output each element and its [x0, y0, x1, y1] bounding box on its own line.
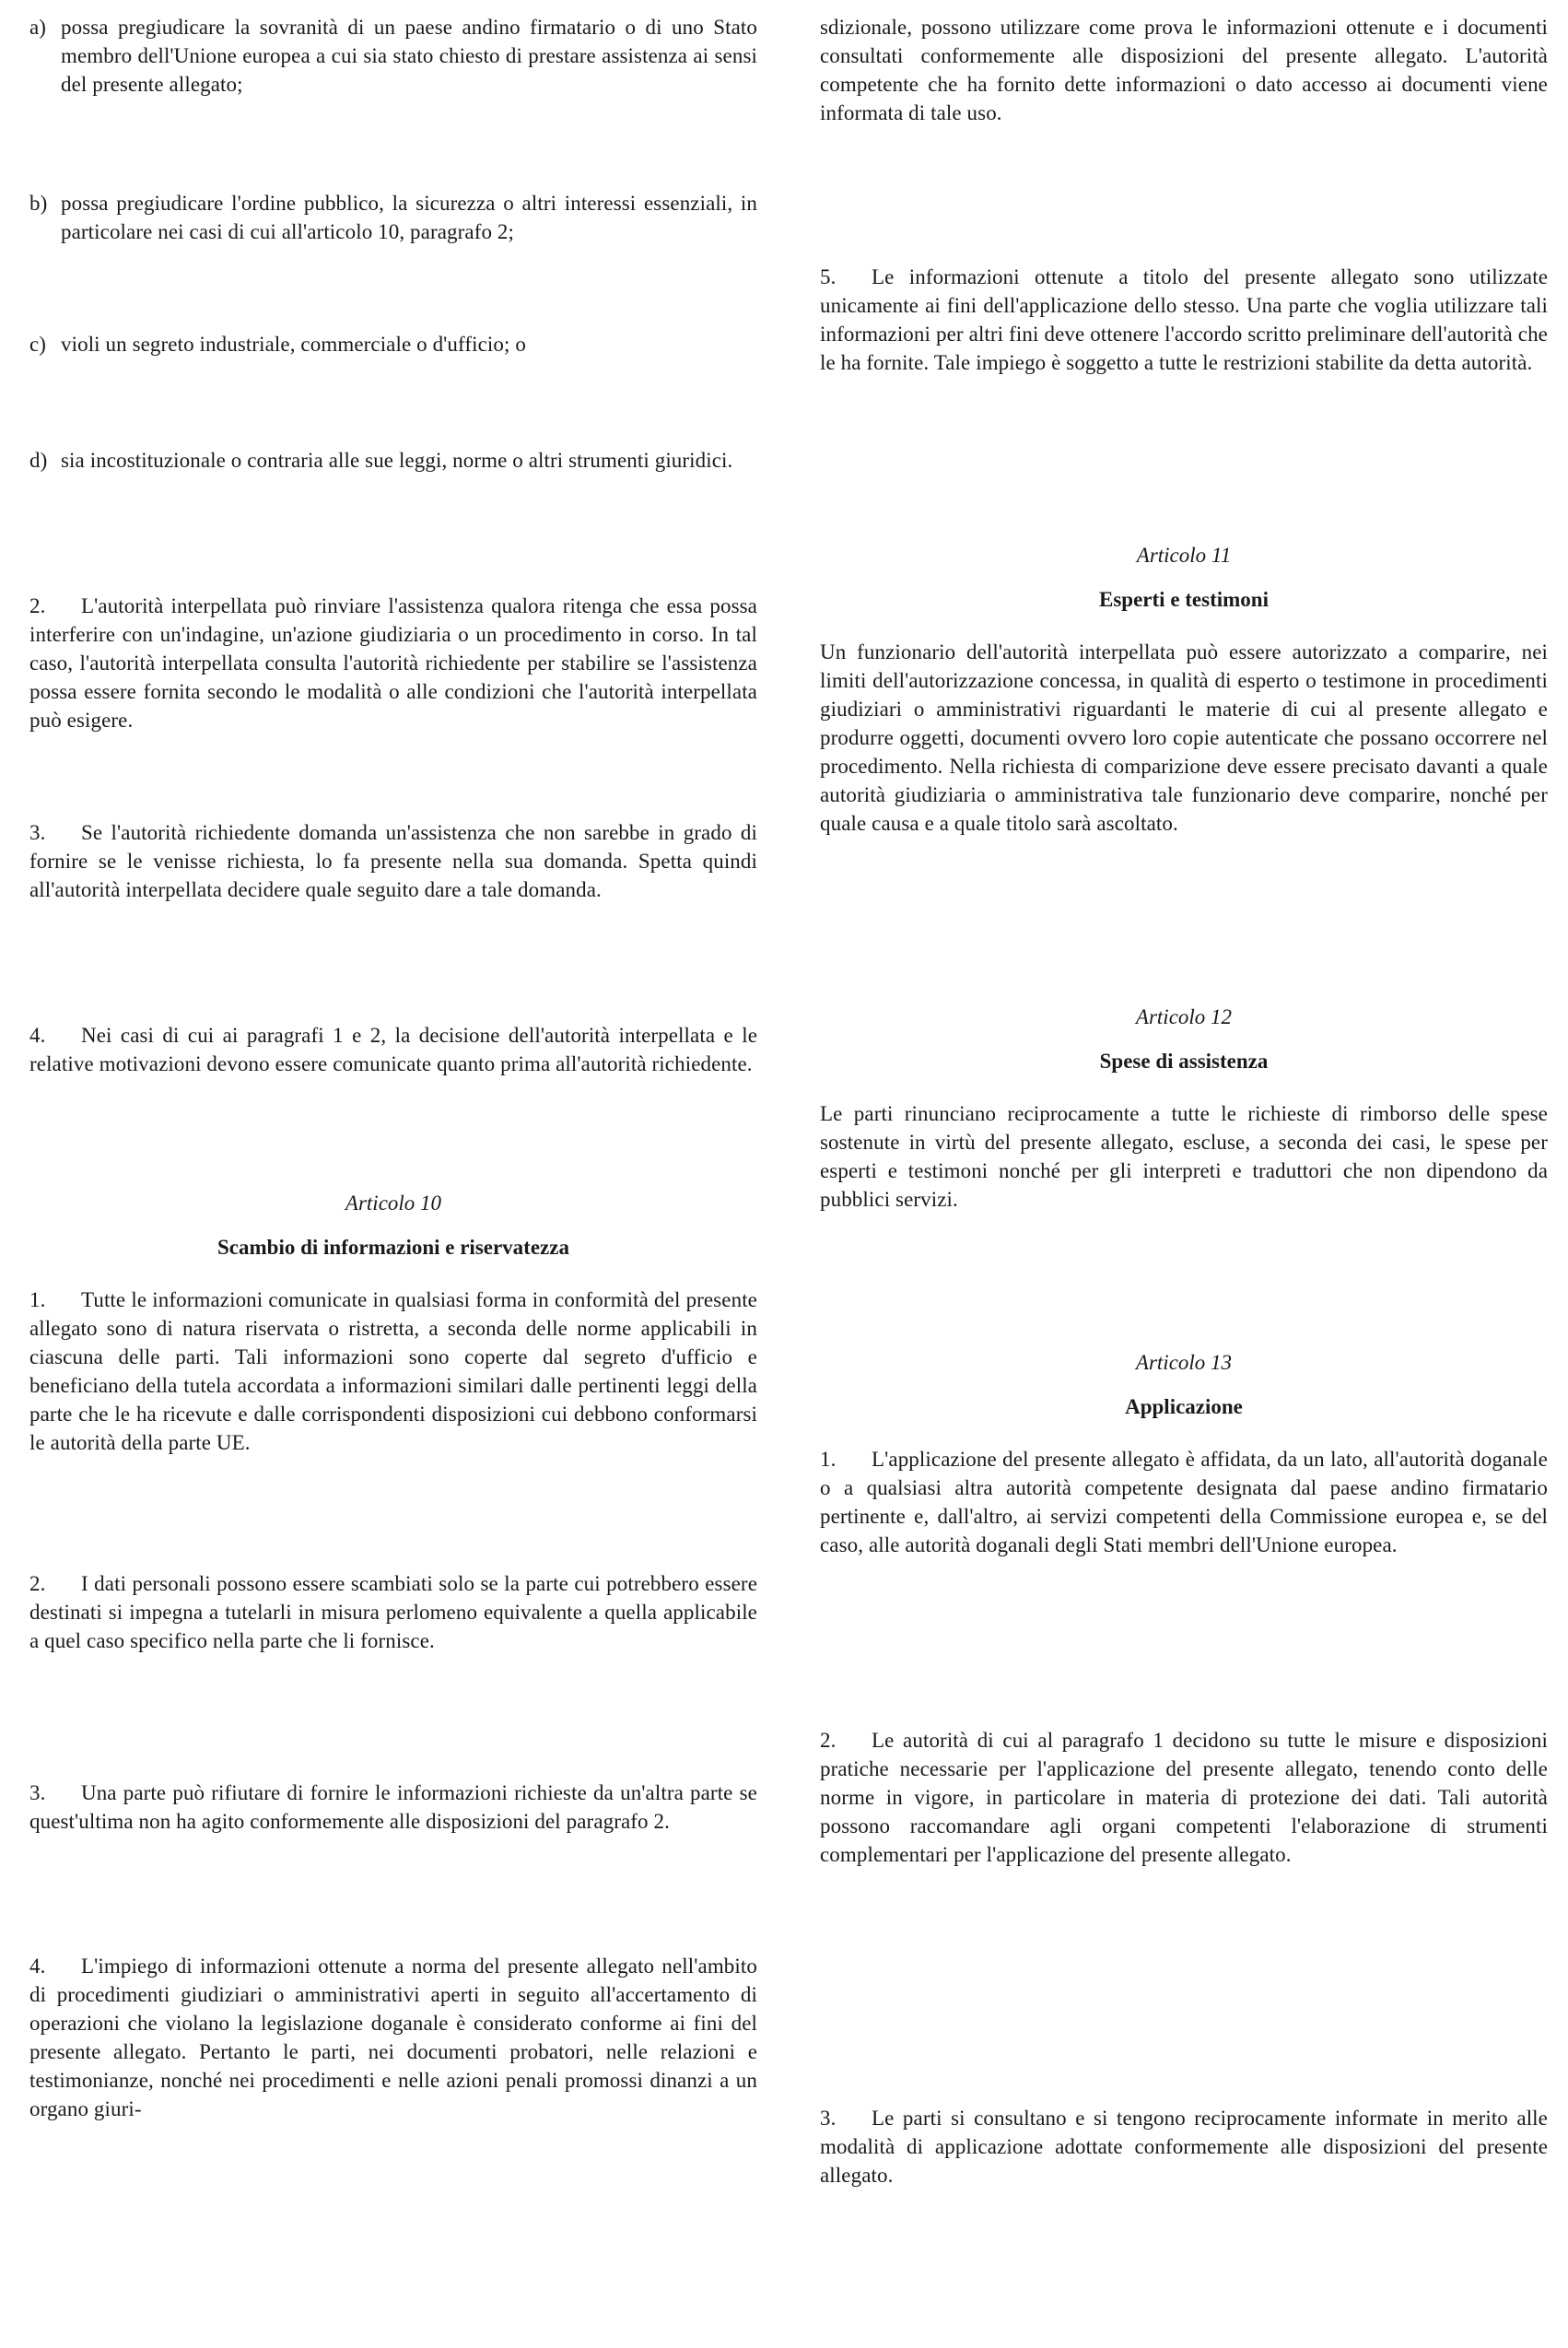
article-title: Esperti e testimoni — [1099, 588, 1269, 611]
paragraph-number: 3. — [29, 821, 46, 844]
article-number: Articolo 11 — [1136, 544, 1232, 567]
paragraph-text: L'autorità interpellata può rinviare l'assistenza qualora ritenga che essa possa interferire con un'indagine, un'azione giudiziaria o un procedimento in corso. In tal caso, l'autorità interpellata consulta l'autorità richiedente per stabilire se l'assistenza possa essere fornita secondo le modalità o alle condizioni che l'autorità interpellata può esigere. — [29, 594, 757, 732]
paragraph-text: Tutte le informazioni comunicate in qualsiasi forma in conformità del presente allegato sono di natura riservata o ristretta, a seconda delle norme applicabili in ciascuna delle parti. Tali informazioni sono coperte dal segreto d'ufficio e beneficiano della tutela accordata a informazioni similari dalle pertinenti leggi della parte che le ha ricevute e dalle corrispondenti disposizioni cui debbono conformarsi le autorità della parte UE. — [29, 1288, 757, 1454]
paragraph-number: 4. — [29, 1955, 46, 1978]
article-12-heading — [820, 1003, 1548, 1075]
article-13-paragraph-1 — [820, 1445, 1548, 1559]
paragraph-text: Le parti si consultano e si tengono reciprocamente informate in merito alle modalità di applicazione adottate conformemente alle disposizioni del presente allegato. — [820, 2107, 1548, 2187]
paragraph-text: Le informazioni ottenute a titolo del presente allegato sono utilizzate unicamente ai fini dell'applicazione dello stesso. Una parte che voglia utilizzare tali informazioni per altri fini deve ottenere l'accordo scritto preliminare dell'autorità che le ha fornite. Tale impiego è soggetto a tutte le restrizioni stabilite da detta autorità. — [820, 265, 1548, 374]
paragraph-text: Nei casi di cui ai paragrafi 1 e 2, la decisione dell'autorità interpellata e le relative motivazioni devono essere comunicate quanto prima all'autorità richiedente. — [29, 1024, 757, 1075]
paragraph-number: 2. — [820, 1729, 837, 1752]
item-text: possa pregiudicare la sovranità di un paese andino firmatario o di uno Stato membro dell'Unione europea a cui sia stato chiesto di prestare assistenza ai sensi del presente allegato; — [61, 16, 757, 96]
continuation-paragraph: sdizionale, possono utilizzare come prova le informazioni ottenute e i documenti consultati conformemente alle disposizioni del presente allegato. L'autorità competente che ha fornito dette informazioni o dato accesso ai documenti viene informata di tale uso. — [820, 16, 1548, 124]
paragraph-text: L'applicazione del presente allegato è affidata, da un lato, all'autorità doganale o a qualsiasi altra autorità competente designata dal paese andino firmatario pertinente e, dall'altro, ai servizi competenti della Commissione europea e, se del caso, alle autorità doganali degli Stati membri dell'Unione europea. — [820, 1448, 1548, 1556]
paragraph-number: 3. — [820, 2107, 837, 2130]
article-13-heading — [820, 1348, 1548, 1421]
paragraph-number: 3. — [29, 1781, 46, 1804]
article-title: Spese di assistenza — [1099, 1050, 1269, 1073]
article-number: Articolo 10 — [345, 1192, 442, 1215]
list-item-a — [29, 13, 757, 99]
article-11-heading — [820, 541, 1548, 614]
paragraph-number: 2. — [29, 594, 46, 617]
article-11-text: Un funzionario dell'autorità interpellata può essere autorizzato a comparire, nei limiti dell'autorizzazione concessa, in qualità di esperto o testimone in procedimenti giudiziari o amministrativi riguardanti le materie di cui al presente allegato e produrre oggetti, documenti ovvero loro copie autenticate che possano occorrere nel procedimento. Nella richiesta di comparizione deve essere precisato davanti a quale autorità giudiziaria o amministrativa tale funzionario deve comparire, nonché per quale causa e a quale titolo sarà ascoltato. — [820, 640, 1548, 835]
list-item-d — [29, 446, 757, 475]
paragraph-number: 2. — [29, 1572, 46, 1595]
article-number: Articolo 13 — [1135, 1351, 1233, 1374]
item-text: violi un segreto industriale, commerciale o d'ufficio; o — [61, 333, 526, 356]
paragraph-number: 1. — [29, 1288, 46, 1311]
paragraph-3 — [29, 818, 757, 904]
paragraph-number: 4. — [29, 1024, 46, 1047]
article-number: Articolo 12 — [1135, 1005, 1233, 1028]
list-item-c — [29, 330, 757, 358]
item-label: d) — [29, 449, 48, 472]
article-10-paragraph-3 — [29, 1779, 757, 1836]
article-13-paragraph-2 — [820, 1726, 1548, 1869]
paragraph-text: Una parte può rifiutare di fornire le informazioni richieste da un'altra parte se quest'ultima non ha agito conformemente alle disposizioni del paragrafo 2. — [29, 1781, 757, 1833]
article-title: Scambio di informazioni e riservatezza — [217, 1236, 569, 1259]
paragraph-number: 5. — [820, 265, 837, 288]
article-10-paragraph-1 — [29, 1286, 757, 1457]
paragraph-text: Se l'autorità richiedente domanda un'assistenza che non sarebbe in grado di fornire se le venisse richiesta, lo fa presente nella sua domanda. Spetta quindi all'autorità interpellata decidere quale seguito dare a tale domanda. — [29, 821, 757, 901]
article-10-heading — [29, 1189, 757, 1262]
paragraph-text: L'impiego di informazioni ottenute a norma del presente allegato nell'ambito di procedimenti giudiziari o amministrativi aperti in seguito all'accertamento di operazioni che violano la legislazione doganale è considerato conforme ai fini del presente allegato. Pertanto le parti, nei documenti probatori, nelle relazioni e testimonianze, nonché nei procedimenti e nelle azioni penali promossi dinanzi a un organo giuri- — [29, 1955, 757, 2120]
paragraph-number: 1. — [820, 1448, 837, 1471]
paragraph-text: I dati personali possono essere scambiati solo se la parte cui potrebbero essere destinati si impegna a tutelarli in misura perlomeno equivalente a quella applicabile a quel caso specifico nella parte che li fornisce. — [29, 1572, 757, 1652]
item-text: possa pregiudicare l'ordine pubblico, la sicurezza o altri interessi essenziali, in particolare nei casi di cui all'articolo 10, paragrafo 2; — [61, 192, 757, 243]
article-10-paragraph-4 — [29, 1952, 757, 2123]
item-label: b) — [29, 192, 48, 215]
paragraph-4 — [29, 1021, 757, 1078]
article-12-text: Le parti rinunciano reciprocamente a tutte le richieste di rimborso delle spese sostenute in virtù del presente allegato, escluse, a seconda dei casi, le spese per esperti e testimoni nonché per gli interpreti e traduttori che non dipendono da pubblici servizi. — [820, 1102, 1548, 1211]
list-item-b — [29, 189, 757, 246]
item-label: a) — [29, 16, 47, 39]
paragraph-text: Le autorità di cui al paragrafo 1 decidono su tutte le misure e disposizioni pratiche necessarie per l'applicazione del presente allegato, tenendo conto delle norme in vigore, in particolare in materia di protezione dei dati. Tali autorità possono raccomandare agli organi competenti l'elaborazione di strumenti complementari per l'applicazione del presente allegato. — [820, 1729, 1548, 1866]
article-title: Applicazione — [1125, 1395, 1243, 1418]
article-13-paragraph-3 — [820, 2104, 1548, 2190]
item-text: sia incostituzionale o contraria alle sue leggi, norme o altri strumenti giuridici. — [61, 449, 733, 472]
paragraph-2 — [29, 592, 757, 734]
item-label: c) — [29, 333, 47, 356]
article-10-paragraph-2 — [29, 1569, 757, 1655]
paragraph-5 — [820, 263, 1548, 377]
